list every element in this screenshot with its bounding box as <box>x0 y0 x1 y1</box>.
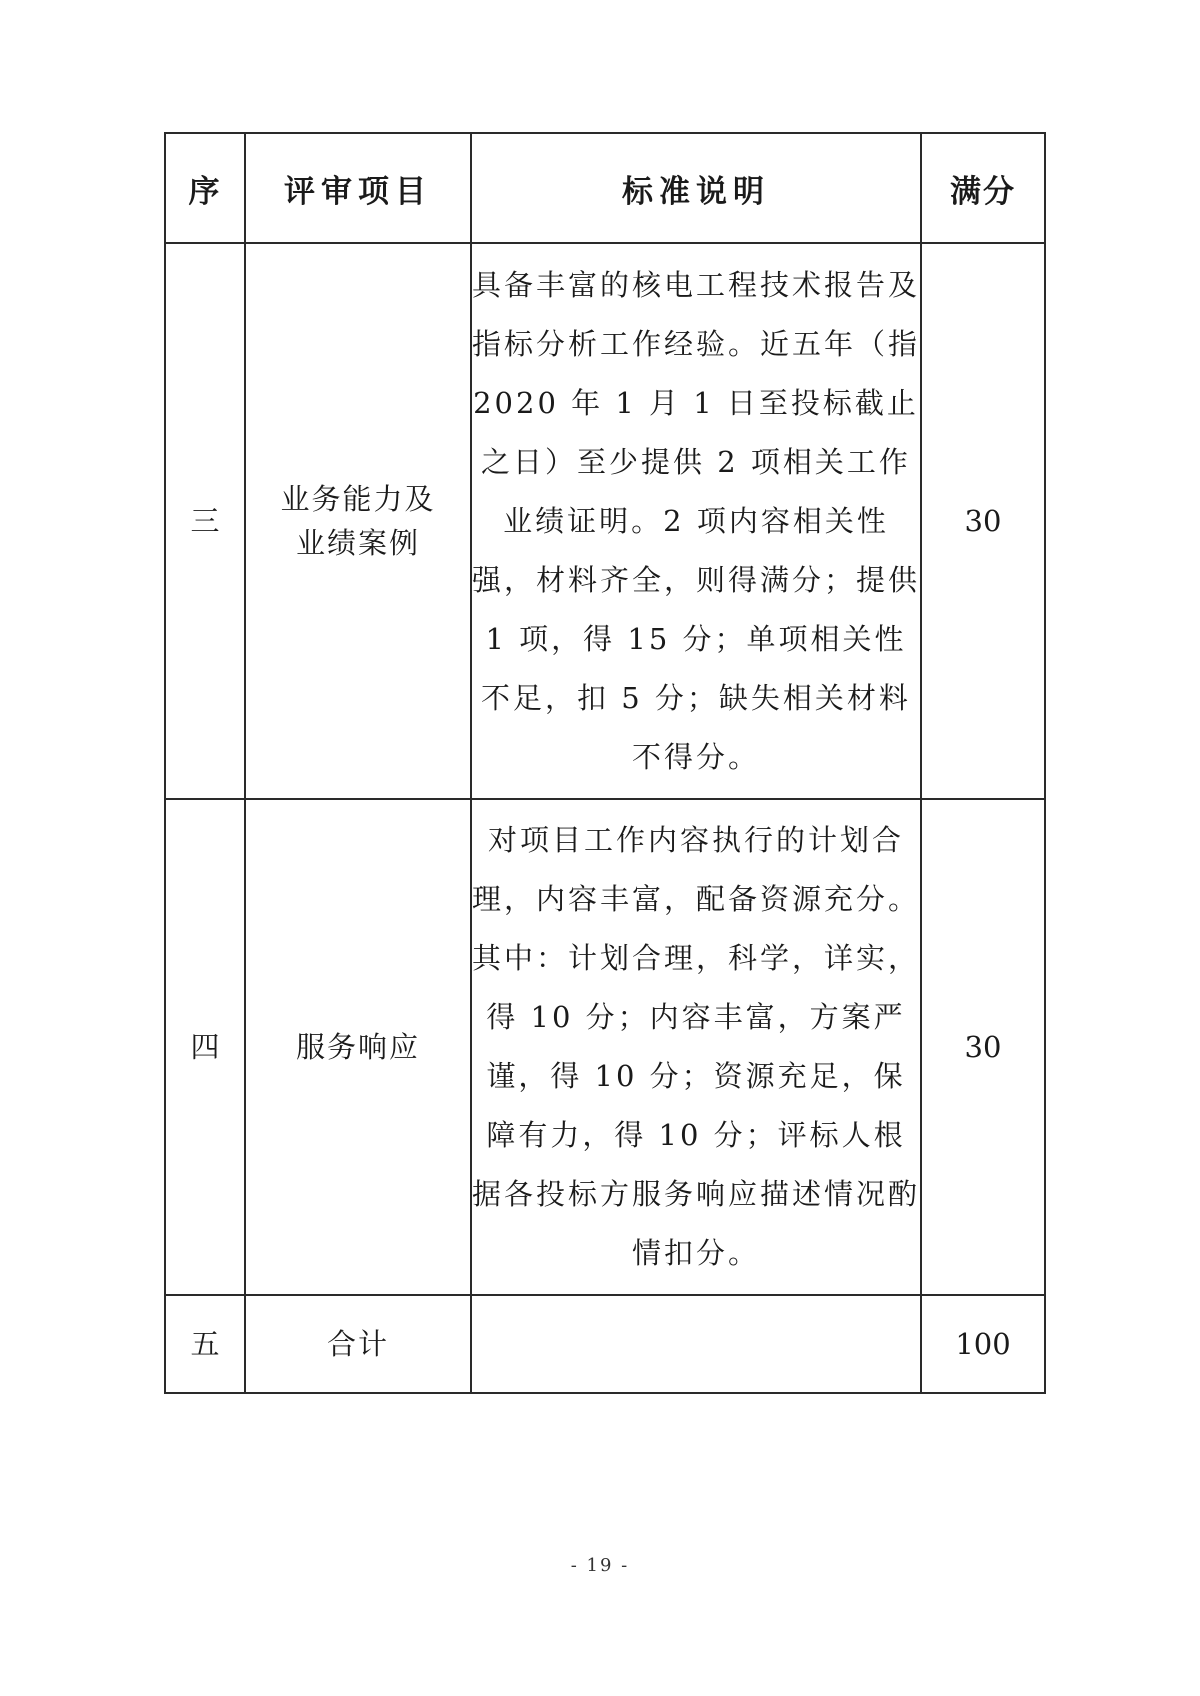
page-number: - 19 - <box>570 1555 630 1576</box>
table-row <box>165 799 1045 1295</box>
row-standard-description: 具备丰富的核电工程技术报告及指标分析工作经验。近五年（指 2020 年 1 月 1 日至投标截止之日）至少提供 2 项相关工作业绩证明。2 项内容相关性强，材料齐全，则得满分；提供 1 项，得 15 分；单项相关性不足，扣 5 分；缺失相关材料不得分。 <box>471 243 921 799</box>
row-review-item <box>245 1295 471 1393</box>
table-row <box>165 243 1045 799</box>
header-full-score: 满分 <box>921 133 1045 243</box>
row-standard-description <box>471 1295 921 1393</box>
review-item-line: 业绩案例 <box>295 526 420 560</box>
review-item-line: 服务响应 <box>295 1030 420 1064</box>
row-review-item <box>245 799 471 1295</box>
row-seq: 四 <box>165 799 245 1295</box>
review-item-line: 合计 <box>326 1327 389 1361</box>
review-item-line: 业务能力及 <box>280 482 436 516</box>
header-review-item: 评审项目 <box>245 133 471 243</box>
header-standard-description: 标准说明 <box>471 133 921 243</box>
scoring-table <box>164 132 1046 1394</box>
row-seq: 五 <box>165 1295 245 1393</box>
row-seq: 三 <box>165 243 245 799</box>
table-header-row <box>165 133 1045 243</box>
row-review-item <box>245 243 471 799</box>
row-standard-description: 对项目工作内容执行的计划合理，内容丰富，配备资源充分。其中：计划合理，科学，详实，得 10 分；内容丰富，方案严谨，得 10 分；资源充足，保障有力，得 10 分；评标人根据各投标方服务响应描述情况酌情扣分。 <box>471 799 921 1295</box>
header-seq: 序 <box>165 133 245 243</box>
row-full-score: 30 <box>921 243 1045 799</box>
row-full-score: 100 <box>921 1295 1045 1393</box>
row-full-score: 30 <box>921 799 1045 1295</box>
table-row <box>165 1295 1045 1393</box>
